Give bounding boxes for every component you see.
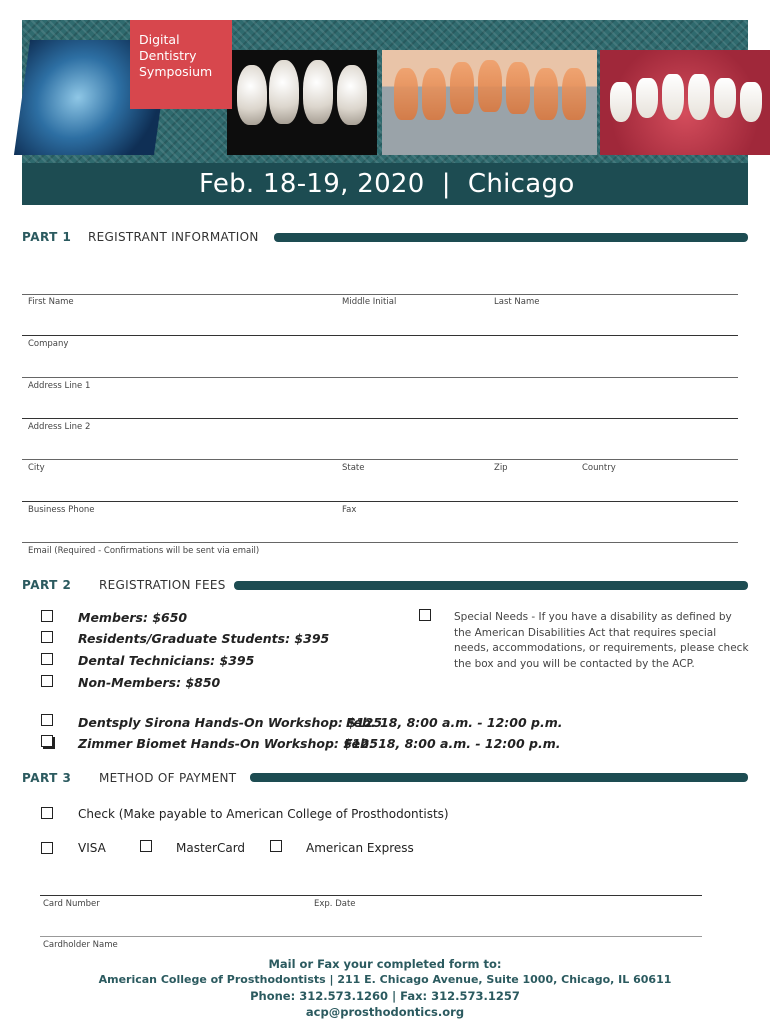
mastercard-label: MasterCard: [176, 841, 246, 855]
rule-address2: [22, 418, 738, 419]
check-payment-label: Check (Make payable to American College of Prosthodontists): [78, 807, 449, 821]
rule-city: [22, 459, 738, 460]
address1-label: Address Line 1: [28, 381, 91, 391]
first-name-label: First Name: [28, 297, 74, 307]
footer-mail-instruction: Mail or Fax your completed form to:: [268, 957, 502, 971]
header-banner: [22, 20, 748, 199]
address2-label: Address Line 2: [28, 422, 91, 432]
visa-checkbox[interactable]: [41, 842, 53, 854]
members-fee: Members: $650: [78, 610, 188, 625]
state-label: State: [342, 463, 365, 473]
dental-model-image: [382, 50, 597, 155]
dentsply-workshop-time: Feb. 18, 8:00 a.m. - 12:00 p.m.: [346, 715, 563, 730]
rule-cardholder: [40, 936, 702, 937]
middle-initial-label: Middle Initial: [342, 297, 397, 307]
part1-divider: [274, 233, 748, 242]
technicians-fee: Dental Technicians: $395: [78, 653, 255, 668]
visa-label: VISA: [78, 841, 106, 855]
company-label: Company: [28, 339, 69, 349]
rule-name: [22, 294, 738, 295]
residents-checkbox[interactable]: [41, 631, 53, 643]
city-label: City: [28, 463, 45, 473]
card-number-field[interactable]: [40, 870, 700, 894]
fax-label: Fax: [342, 505, 357, 515]
business-phone-label: Business Phone: [28, 505, 95, 515]
rule-company: [22, 335, 738, 336]
rule-email: [22, 542, 738, 543]
dentsply-workshop: Dentsply Sirona Hands-On Workshop: $125: [78, 715, 383, 730]
part2-title: REGISTRATION FEES: [99, 578, 226, 592]
zimmer-workshop-time: Feb. 18, 8:00 a.m. - 12:00 p.m.: [344, 736, 561, 751]
mastercard-checkbox[interactable]: [140, 840, 152, 852]
city-field[interactable]: [22, 474, 738, 498]
part3-title: METHOD OF PAYMENT: [99, 771, 237, 785]
technicians-checkbox[interactable]: [41, 653, 53, 665]
last-name-label: Last Name: [494, 297, 540, 307]
part2-divider: [234, 581, 748, 590]
exp-date-label: Exp. Date: [314, 899, 356, 909]
country-label: Country: [582, 463, 616, 473]
smile-image: [600, 50, 770, 155]
email-label: Email (Required - Confirmations will be sent via email): [28, 546, 260, 556]
business-phone-field[interactable]: [22, 516, 738, 540]
zip-label: Zip: [494, 463, 508, 473]
non-members-checkbox[interactable]: [41, 675, 53, 687]
date-location: Feb. 18-19, 2020 | Chicago: [199, 169, 575, 199]
logo-line: Dentistry: [139, 48, 197, 63]
logo-line: Symposium: [139, 64, 213, 79]
non-members-fee: Non-Members: $850: [78, 675, 221, 690]
rule-phone: [22, 501, 738, 502]
first-name-field[interactable]: [22, 308, 738, 334]
crowns-image: [227, 50, 377, 155]
part1-label: PART 1: [22, 230, 72, 244]
residents-fee: Residents/Graduate Students: $395: [78, 631, 330, 646]
rule-card: [40, 895, 702, 896]
cardholder-name-field[interactable]: [40, 910, 700, 934]
symposium-logo: [130, 20, 232, 109]
address2-field[interactable]: [22, 433, 738, 457]
zimmer-workshop-checkbox[interactable]: [41, 735, 53, 747]
part2-label: PART 2: [22, 578, 72, 592]
rule-address1: [22, 377, 738, 378]
address1-field[interactable]: [22, 392, 738, 416]
cardholder-name-label: Cardholder Name: [43, 940, 118, 950]
footer-phone-fax: Phone: 312.573.1260 | Fax: 312.573.1257: [250, 989, 520, 1003]
company-field[interactable]: [22, 350, 738, 376]
special-needs-note: Special Needs - If you have a disability as defined by the American Disabilities Act that requires special needs, accommodations, or requirements, please check the box and you will be contacted by the ACP.: [454, 611, 749, 670]
part1-title: REGISTRANT INFORMATION: [88, 230, 259, 244]
card-number-label: Card Number: [43, 899, 100, 909]
footer-email[interactable]: acp@prosthodontics.org: [305, 1005, 465, 1019]
dentsply-workshop-checkbox[interactable]: [41, 714, 53, 726]
part3-label: PART 3: [22, 771, 72, 785]
special-needs-checkbox[interactable]: [419, 609, 431, 621]
date-location-bar: [22, 163, 748, 205]
part3-divider: [250, 773, 748, 782]
logo-line: Digital: [139, 32, 180, 47]
footer-address: American College of Prosthodontists | 211 E. Chicago Avenue, Suite 1000, Chicago, IL 60611: [98, 973, 672, 986]
members-checkbox[interactable]: [41, 610, 53, 622]
check-payment-checkbox[interactable]: [41, 807, 53, 819]
amex-label: American Express: [306, 841, 414, 855]
amex-checkbox[interactable]: [270, 840, 282, 852]
zimmer-workshop: Zimmer Biomet Hands-On Workshop: $125: [78, 736, 379, 751]
